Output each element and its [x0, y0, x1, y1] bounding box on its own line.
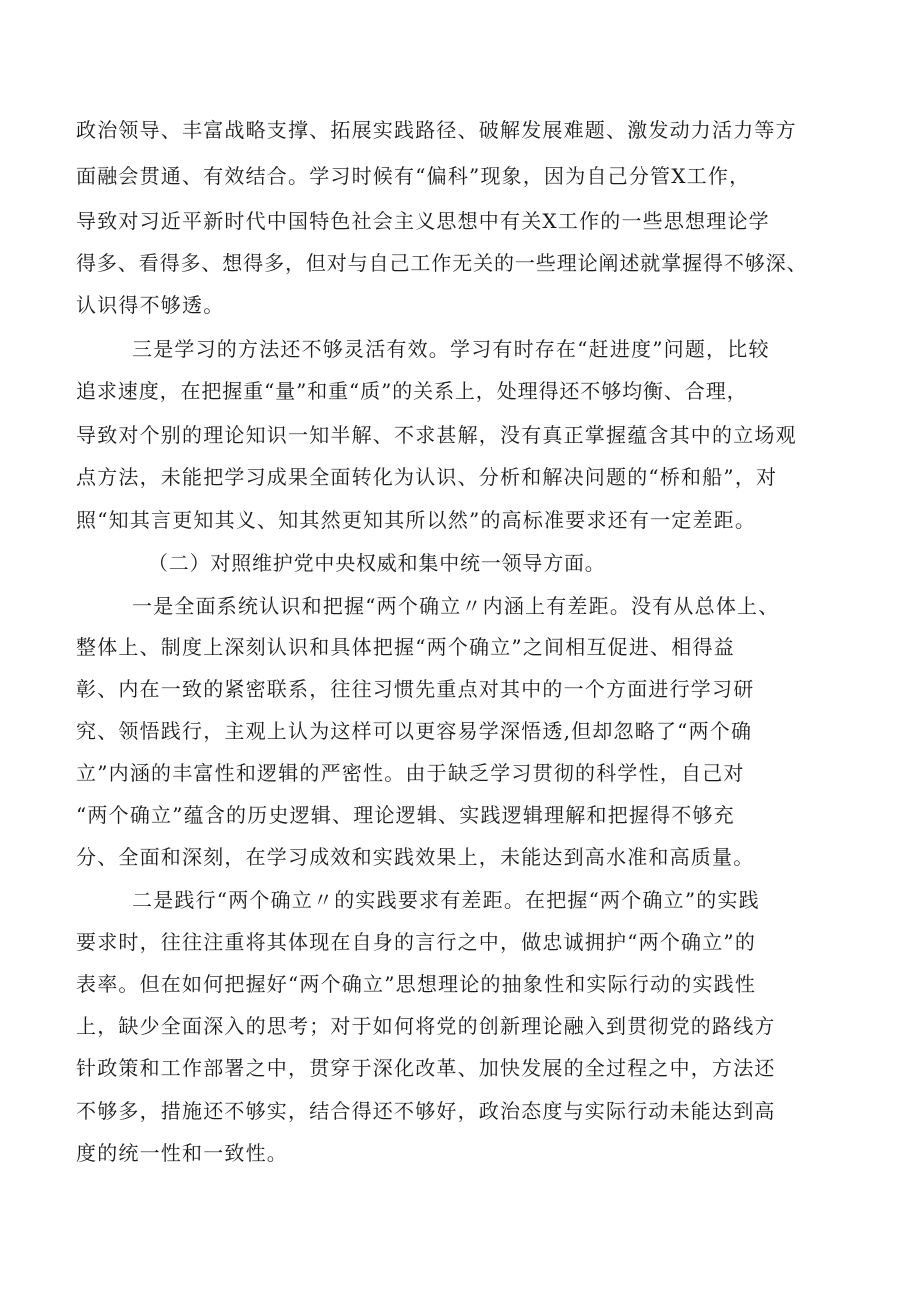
text-line: 整体上、制度上深刻认识和具体把握“两个确立”之间相互促进、相得益: [76, 635, 735, 659]
text-line: 上，缺少全面深入的思考；对于如何将党的创新理论融入到贯彻党的路线方: [76, 1014, 776, 1038]
text-line: 面融会贯通、有效结合。学习时候有“偏科”现象，因为自己分管X工作，: [76, 164, 751, 188]
text-line: 究、领悟践行，主观上认为这样可以更容易学深悟透,但却忽略了“两个确: [76, 719, 753, 743]
text-line: 政治领导、丰富战略支撑、拓展实践路径、破解发展难题、激发动力活力等方: [76, 118, 797, 142]
text-line: 得多、看得多、想得多，但对与自己工作无关的一些理论阐述就掌握得不够深、: [76, 251, 808, 275]
text-line: 要求时，往往注重将其体现在自身的言行之中，做忠诚拥护“两个确立”的: [76, 930, 757, 954]
text-line: “两个确立”蕴含的历史逻辑、理论逻辑、实践逻辑理解和把握得不够充: [76, 803, 735, 827]
text-line: 三是学习的方法还不够灵活有效。学习有时存在“赶进度”问题，比较: [132, 337, 770, 361]
text-line: 表率。但在如何把握好“两个确立”思想理论的抽象性和实际行动的实践性: [76, 972, 757, 996]
text-line: 分、全面和深刻，在学习成效和实践效果上，未能达到高水准和高质量。: [76, 845, 755, 869]
text-line: 彰、内在一致的紧密联系，往往习惯先重点对其中的一个方面进行学习研: [76, 677, 755, 701]
text-line: 照“知其言更知其义、知其然更知其所以然”的高标准要求还有一定差距。: [76, 508, 757, 532]
text-line: 立”内涵的丰富性和逻辑的严密性。由于缺乏学习贯彻的科学性，自己对: [76, 761, 745, 785]
text-line: 点方法，未能把学习成果全面转化为认识、分析和解决问题的“桥和船”，对: [76, 465, 778, 489]
text-line: 认识得不够透。: [76, 293, 225, 317]
text-line: 度的统一性和一致性。: [76, 1141, 288, 1165]
text-line: 导致对个别的理论知识一知半解、不求甚解，没有真正掌握蕴含其中的立场观: [76, 423, 797, 447]
section-heading: （二）对照维护党中央权威和集中统一领导方面。: [148, 551, 606, 575]
text-line: 二是践行“两个确立〃的实践要求有差距。在把握“两个确立”的实践: [132, 888, 760, 912]
text-line: 追求速度，在把握重“量”和重“质”的关系上，处理得还不够均衡、合理，: [76, 379, 748, 403]
text-line: 导致对习近平新时代中国特色社会主义思想中有关X工作的一些思想理论学: [76, 209, 770, 233]
text-line: 不够多，措施还不够实，结合得还不够好，政治态度与实际行动未能达到高: [76, 1099, 776, 1123]
text-line: 一是全面系统认识和把握“两个确立〃内涵上有差距。没有从总体上、: [132, 594, 780, 618]
text-line: 针政策和工作部署之中，贯穿于深化改革、加快发展的全过程之中，方法还: [76, 1056, 776, 1080]
